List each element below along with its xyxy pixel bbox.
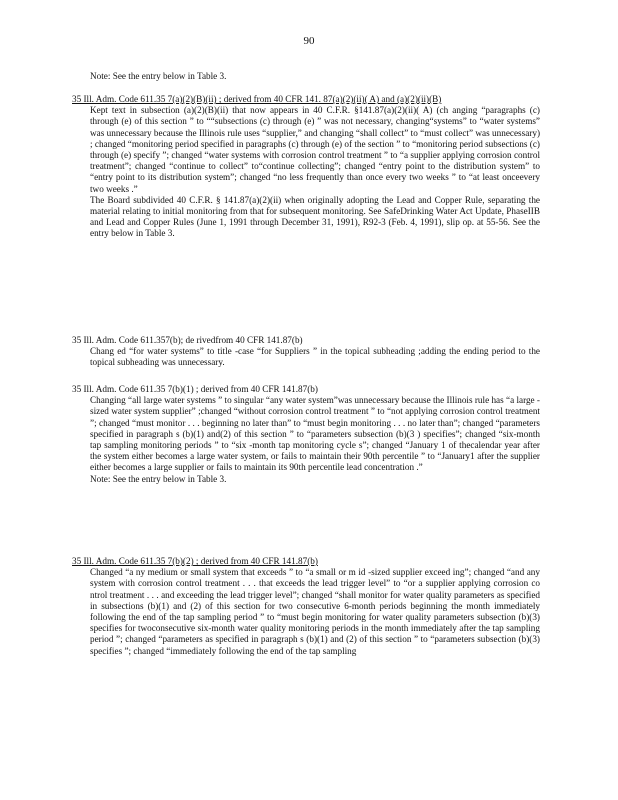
entry-paragraph: Changed “a ny medium or small system that exceeds ” to “a small or m id -sized supplier exceed ing”; changed “and any system with corrosion control treatment . . . that exceeds the lead trigger level” to “or a supplier applying corrosion co ntrol treatment . . . and exceeding the lead trigger level”; changed “shall monitor for water quality parameters as specified in subsections (b)(1) and (2) of this section for two consecutive 6-month periods beginning the month immediately following the end of the tap sampling period ” to “must begin monitoring for water quality parameters subsection (b)(3) specifies for twoconsecutive six-month water quality monitoring periods in the month immediately after the tap sampling period ”; changed “parameters as specified in paragraph s (b)(1) and (2) of this section ” to “parameters subsection (b)(3) specifies ”; changed “immediately following the end of the tap sampling	[90, 567, 540, 656]
page-number: 90	[303, 35, 315, 47]
entry-body	[90, 567, 540, 657]
entry-citation: 35 Ill. Adm. Code 611.357(b); de rivedfrom 40 CFR 141.87(b)	[72, 335, 303, 345]
entry-611-357-b-2	[72, 556, 540, 657]
entry-body	[90, 105, 540, 239]
entry-paragraph: Changing “all large water systems ” to singular “any water system”was unnecessary because the Illinois rule has “a large - sized water system supplier” ;changed “without corrosion control treatment ” to “not applying corrosion control treatment ”; changed “must monitor . . . beginning no later than” to “must begin monitoring . . . no later than”; changed “parameters specified in paragraph s (b)(1) and(2) of this section ” to “parameters subsection (b)(3 ) specifies”; changed “six-month tap sampling monitoring periods ” to “six -month tap monitoring cycle s”; changed “January 1 of thecalendar year after the system either becomes a large water system, or fails to maintain their 90th percentile ” to “January1 after the supplier either becomes a large supplier or fails to maintain its 90th percentile lead concentration .”	[90, 395, 540, 473]
entry-611-357-b	[72, 335, 540, 369]
entry-paragraph: Chang ed “for water systems” to title -case “for Suppliers ” in the topical subheading ;adding the ending period to the topical subheading was unnecessary.	[90, 346, 540, 368]
entry-citation: 35 Ill. Adm. Code 611.35 7(b)(1) ; derived from 40 CFR 141.87(b)	[72, 384, 318, 394]
entry-paragraph-board-note: The Board subdivided 40 C.F.R. § 141.87(a)(2)(ii) when originally adopting the Lead and Copper Rule, separating the material relating to initial monitoring from that for subsequent monitoring. See SafeDrinking Water Act Update, PhaseIIB and Lead and Copper Rules (June 1, 1991 through December 31, 1991), R92-3 (Feb. 4, 1991), slip op. at 55-56. See the entry below in Table 3.	[90, 194, 540, 239]
entry-body	[90, 346, 540, 368]
entry-body	[90, 395, 540, 485]
entry-citation: 35 Ill. Adm. Code 611.35 7(b)(2) ; derived from 40 CFR 141.87(b)	[72, 556, 318, 566]
entry-611-357-b-1	[72, 384, 540, 485]
entry-paragraph: Kept text in subsection (a)(2)(B)(ii) that now appears in 40 C.F.R. §141.87(a)(2)(ii)( A) (ch anging “paragraphs (c) through (e) of this section ” to ““subsections (c) through (e) ” was not necessary, changing“systems” to “water systems” was unnecessary because the Illinois rule uses “supplier,” and changing “shall collect” to “must collect” was unnecessary) ; changed “monitoring period specified in paragraphs (c) through (e) of the section ” to “monitoring period subsections (c) through (e) specify ”; changed “water systems with corrosion control treatment ” to “a supplier applying corrosion control treatment”; changed “continue to collect” to“continue collecting”; changed “entry point to the distribution system” to “entry point to its distribution system”; changed “no less frequently than once every two weeks ” to “at least onceevery two weeks .”	[90, 105, 540, 194]
entry-note: Note: See the entry below in Table 3.	[90, 473, 227, 484]
top-note: Note: See the entry below in Table 3.	[90, 71, 227, 81]
entry-citation: 35 Ill. Adm. Code 611.35 7(a)(2)(B)(ii) ; derived from 40 CFR 141. 87(a)(2)(ii)( A) and (a)(2)(ii)(B)	[72, 94, 442, 104]
entry-611-357-a-2-b-ii	[72, 94, 540, 240]
